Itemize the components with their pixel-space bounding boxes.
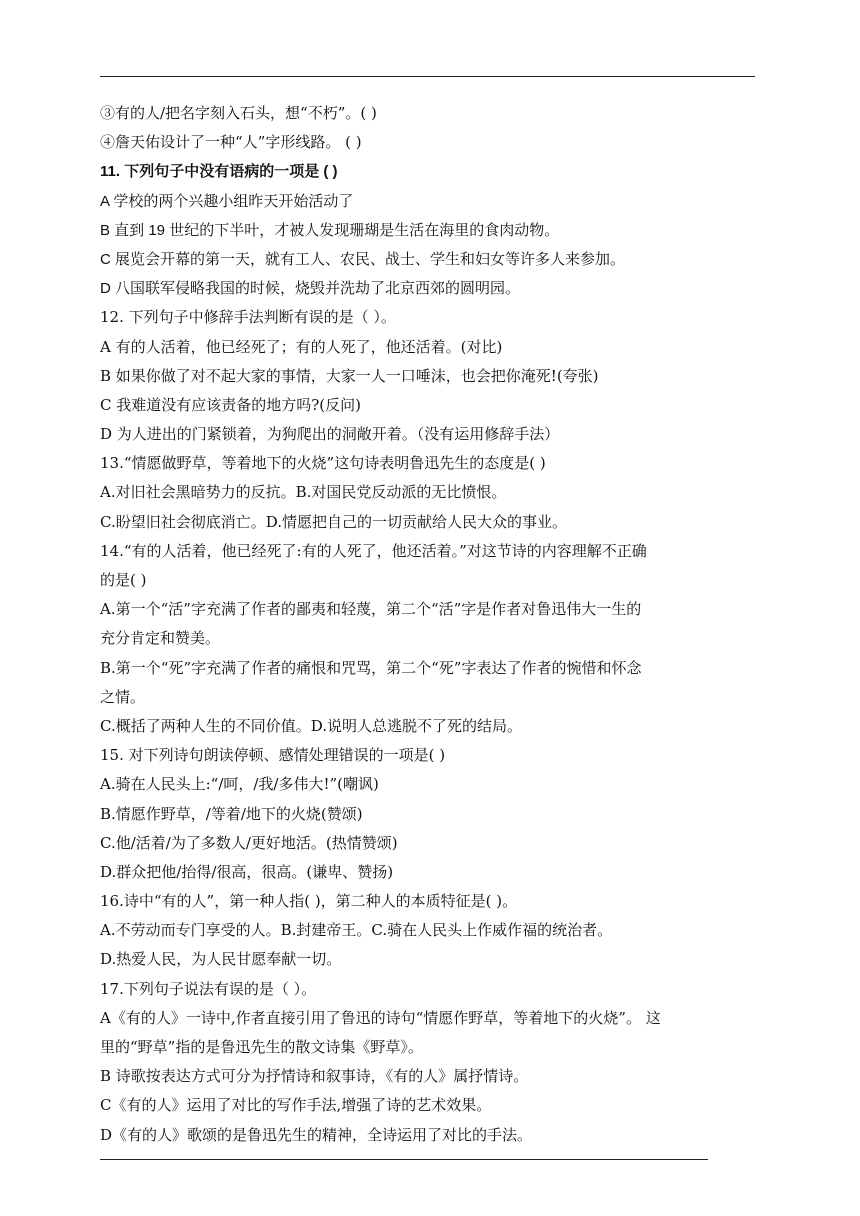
question-13-title: 13.“情愿做野草，等着地下的火烧”这句诗表明鲁迅先生的态度是( ) (100, 454, 546, 473)
option-line: A.不劳动而专门享受的人。B.封建帝王。C.骑在人民头上作威作福的统治者。 (100, 921, 613, 940)
option-line: D 为人进出的门紧锁着，为狗爬出的洞敞开着。（没有运用修辞手法） (100, 425, 560, 444)
option-line: B 诗歌按表达方式可分为抒情诗和叙事诗，《有的人》属抒情诗。 (100, 1067, 529, 1086)
option-line: B 如果你做了对不起大家的事情，大家一人一口唾沫，也会把你淹死!(夸张) (100, 366, 599, 385)
option-line: C《有的人》运用了对比的写作手法,增强了诗的艺术效果。 (100, 1096, 492, 1115)
question-11-title: 11. 下列句子中没有语病的一项是 ( ) (100, 163, 338, 181)
option-line: A 学校的两个兴趣小组昨天开始活动了 (100, 192, 354, 210)
question-17-title: 17.下列句子说法有误的是（ ）。 (100, 979, 317, 998)
header-rule (100, 76, 755, 77)
option-line: D.群众把他/抬得/很高，很高。(谦卑、赞扬) (100, 862, 394, 881)
option-line: A 有的人活着，他已经死了；有的人死了，他还活着。(对比) (100, 337, 503, 356)
option-line: C.概括了两种人生的不同价值。D.说明人总逃脱不了死的结局。 (100, 716, 522, 735)
option-line: C.他/活着/为了多数人/更好地活。(热情赞颂) (100, 833, 398, 852)
question-14-title: 14.“有的人活着，他已经死了:有的人死了，他还活着。”对这节诗的内容理解不正确 (100, 541, 647, 560)
document-body (100, 99, 764, 1150)
question-15-title: 15. 对下列诗句朗读停顿、感情处理错误的一项是( ) (100, 746, 446, 765)
text-line: ③有的人/把名字刻入石头，想“不朽”。( ) (100, 104, 377, 122)
option-line: 充分肯定和赞美。 (100, 629, 221, 648)
footer-rule (100, 1159, 708, 1160)
text-line: ④詹天佑设计了一种“人”字形线路。 ( ) (100, 133, 362, 152)
question-16-title: 16.诗中“有的人”，第一种人指( )，第二种人的本质特征是( )。 (100, 892, 518, 911)
option-line: B.情愿作野草，/等着/地下的火烧(赞颂) (100, 804, 363, 823)
option-line: A.对旧社会黑暗势力的反抗。B.对国民党反动派的无比愤恨。 (100, 483, 507, 502)
option-line: A《有的人》一诗中,作者直接引用了鲁迅的诗句“情愿作野草，等着地下的火烧”。 这 (100, 1008, 661, 1027)
option-line: D.热爱人民，为人民甘愿奉献一切。 (100, 950, 342, 969)
option-line: B.第一个“死”字充满了作者的痛恨和咒骂，第二个“死”字表达了作者的惋惜和怀念 (100, 658, 642, 677)
question-14-title-cont: 的是( ) (100, 571, 147, 589)
option-line: 之情。 (100, 687, 146, 706)
option-line: 里的“野草”指的是鲁迅先生的散文诗集《野草》。 (100, 1038, 423, 1056)
option-line: B 直到 19 世纪的下半叶，才被人发现珊瑚是生活在海里的食肉动物。 (100, 221, 560, 239)
option-line: D 八国联军侵略我国的时候，烧毁并洗劫了北京西郊的圆明园。 (100, 280, 521, 298)
option-line: C 展览会开幕的第一天，就有工人、农民、战士、学生和妇女等许多人来参加。 (100, 250, 626, 268)
option-line: A.第一个“活”字充满了作者的鄙夷和轻蔑，第二个“活”字是作者对鲁迅伟大一生的 (100, 600, 642, 619)
option-line: A.骑在人民头上:“/呵，/我/多伟大!”(嘲讽) (100, 775, 379, 794)
option-line: D《有的人》歌颂的是鲁迅先生的精神，全诗运用了对比的手法。 (100, 1125, 533, 1144)
option-line: C.盼望旧社会彻底消亡。D.情愿把自己的一切贡献给人民大众的事业。 (100, 512, 567, 531)
option-line: C 我难道没有应该责备的地方吗?(反问) (100, 395, 361, 414)
question-12-title: 12. 下列句子中修辞手法判断有误的是（ ）。 (100, 308, 396, 327)
